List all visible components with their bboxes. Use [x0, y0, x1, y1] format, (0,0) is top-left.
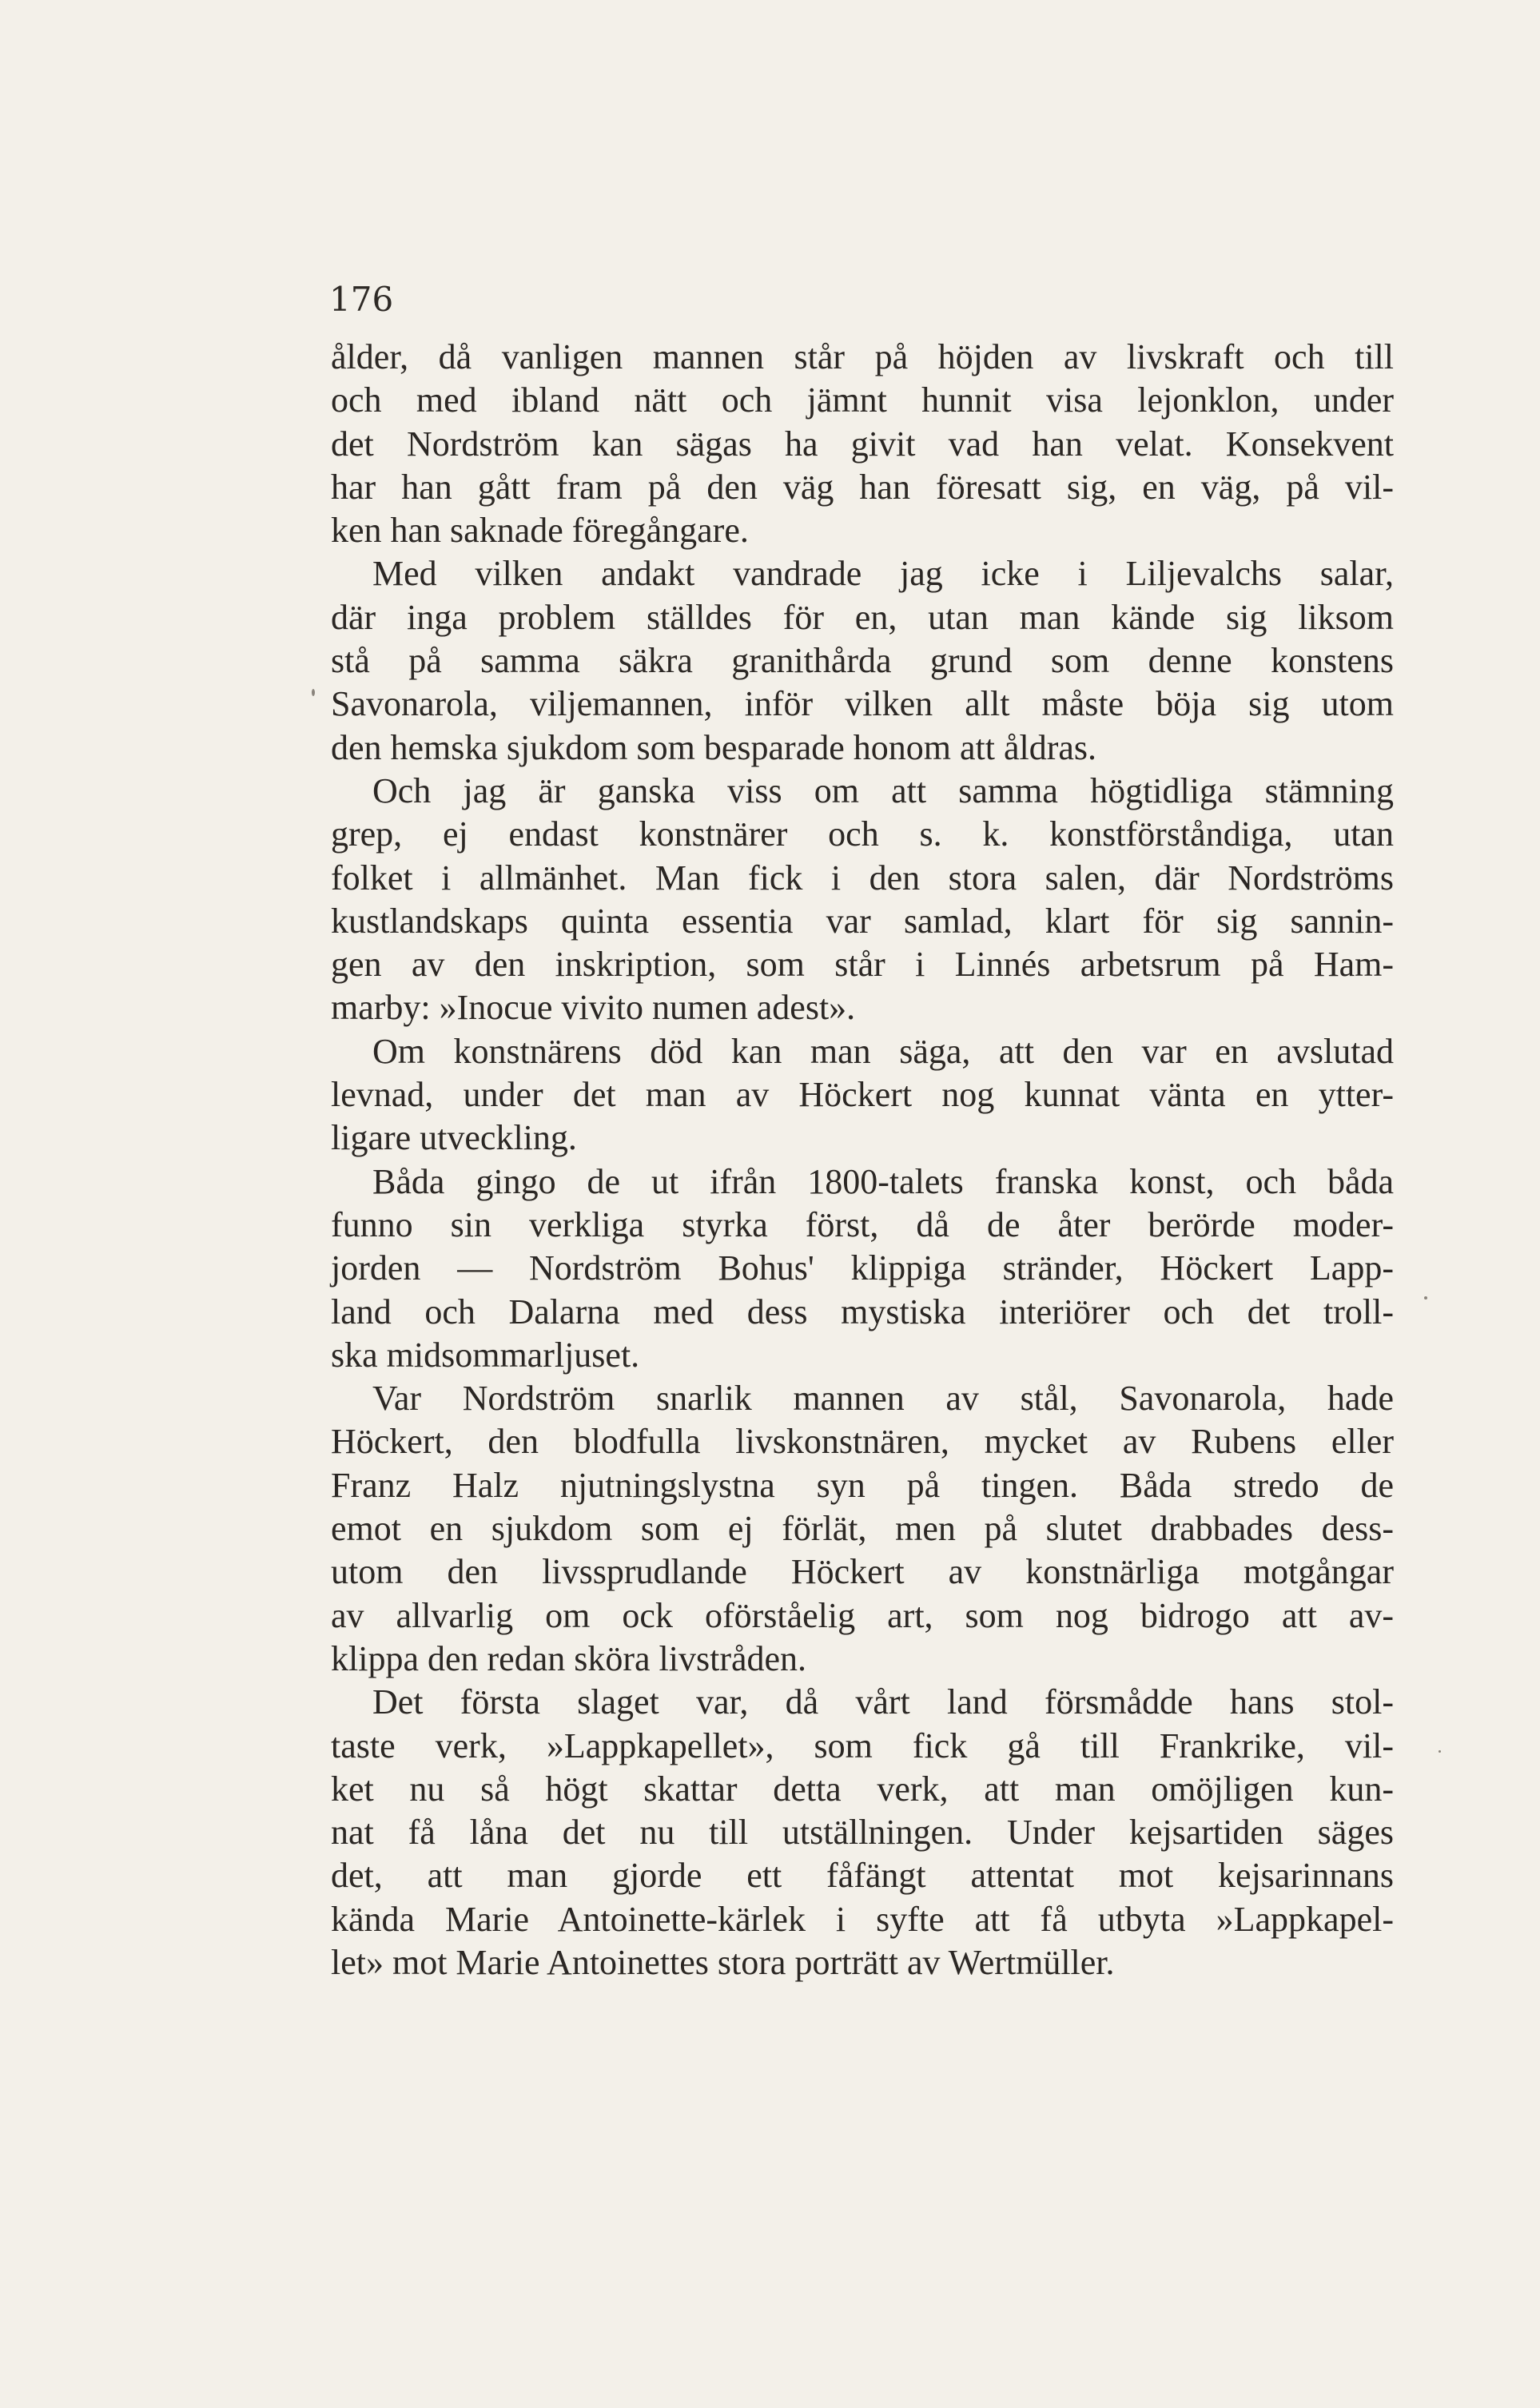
paper-speck [1439, 1750, 1441, 1753]
text-line: taste verk, »Lappkapellet», som fick gå till Frankrike, vil- [331, 1725, 1394, 1765]
text-line: marby: »Inocue vivito numen adest». [331, 988, 856, 1028]
text-line: Och jag är ganska viss om att samma högtidliga stämning [372, 770, 1394, 810]
text-line: ken han saknade föregångare. [331, 511, 749, 551]
text-line: jorden — Nordström Bohus' klippiga stränder, Höckert Lapp- [331, 1248, 1394, 1288]
text-line: Savonarola, viljemannen, inför vilken allt måste böja sig utom [331, 684, 1394, 724]
text-line: gen av den inskription, som står i Linnés arbetsrum på Ham- [331, 945, 1394, 985]
text-line: grep, ej endast konstnärer och s. k. konstförståndiga, utan [331, 814, 1394, 854]
text-line: klippa den redan sköra livstråden. [331, 1638, 807, 1678]
text-line: levnad, under det man av Höckert nog kunnat vänta en ytter- [331, 1075, 1394, 1115]
text-line: emot en sjukdom som ej förlät, men på slutet drabbades dess- [331, 1509, 1394, 1549]
text-line: Höckert, den blodfulla livskonstnären, mycket av Rubens eller [331, 1422, 1394, 1462]
text-line: ålder, då vanligen mannen står på höjden av livskraft och till [331, 337, 1394, 376]
text-line: det Nordström kan sägas ha givit vad han velat. Konsekvent [331, 424, 1394, 464]
text-line: Var Nordström snarlik mannen av stål, Savonarola, hade [372, 1379, 1394, 1419]
text-line: kustlandskaps quinta essentia var samlad, klart för sig sannin- [331, 901, 1394, 941]
text-line: funno sin verkliga styrka först, då de åter berörde moder- [331, 1204, 1394, 1244]
paper-speck [1424, 1296, 1427, 1300]
text-line: nat få låna det nu till utställningen. Under kejsartiden säges [331, 1813, 1394, 1853]
text-line: ska midsommarljuset. [331, 1335, 640, 1375]
text-line: ligare utveckling. [331, 1118, 577, 1158]
text-line: och med ibland nätt och jämnt hunnit visa lejonklon, under [331, 380, 1394, 420]
text-line: Om konstnärens död kan man säga, att den var en avslutad [372, 1031, 1394, 1071]
text-line: den hemska sjukdom som besparade honom att åldras. [331, 727, 1097, 767]
text-line: stå på samma säkra granithårda grund som denne konstens [331, 641, 1394, 681]
body-text [331, 336, 1394, 1984]
text-line: där inga problem ställdes för en, utan man kände sig liksom [331, 597, 1394, 637]
text-line: folket i allmänhet. Man fick i den stora salen, där Nordströms [331, 858, 1394, 898]
text-line: let» mot Marie Antoinettes stora porträtt av Wertmüller. [331, 1942, 1115, 1982]
text-line: Båda gingo de ut ifrån 1800-talets franska konst, och båda [372, 1161, 1394, 1201]
text-line: kända Marie Antoinette-kärlek i syfte att få utbyta »Lappkapel- [331, 1899, 1394, 1939]
text-line: Med vilken andakt vandrade jag icke i Liljevalchs salar, [372, 554, 1394, 594]
text-line: Det första slaget var, då vårt land försmådde hans stol- [372, 1682, 1394, 1722]
text-line: av allvarlig om ock oförståelig art, som nog bidrogo att av- [331, 1595, 1394, 1635]
paper-speck [312, 689, 315, 696]
text-line: Franz Halz njutningslystna syn på tingen. Båda stredo de [331, 1465, 1394, 1505]
page-number: 176 [329, 280, 394, 319]
text-line: utom den livssprudlande Höckert av konstnärliga motgångar [331, 1552, 1394, 1592]
text-line: har han gått fram på den väg han föresatt sig, en väg, på vil- [331, 467, 1394, 507]
text-line: land och Dalarna med dess mystiska interiörer och det troll- [331, 1292, 1394, 1331]
text-line: ket nu så högt skattar detta verk, att man omöjligen kun- [331, 1769, 1394, 1809]
text-line: det, att man gjorde ett fåfängt attentat mot kejsarinnans [331, 1856, 1394, 1896]
